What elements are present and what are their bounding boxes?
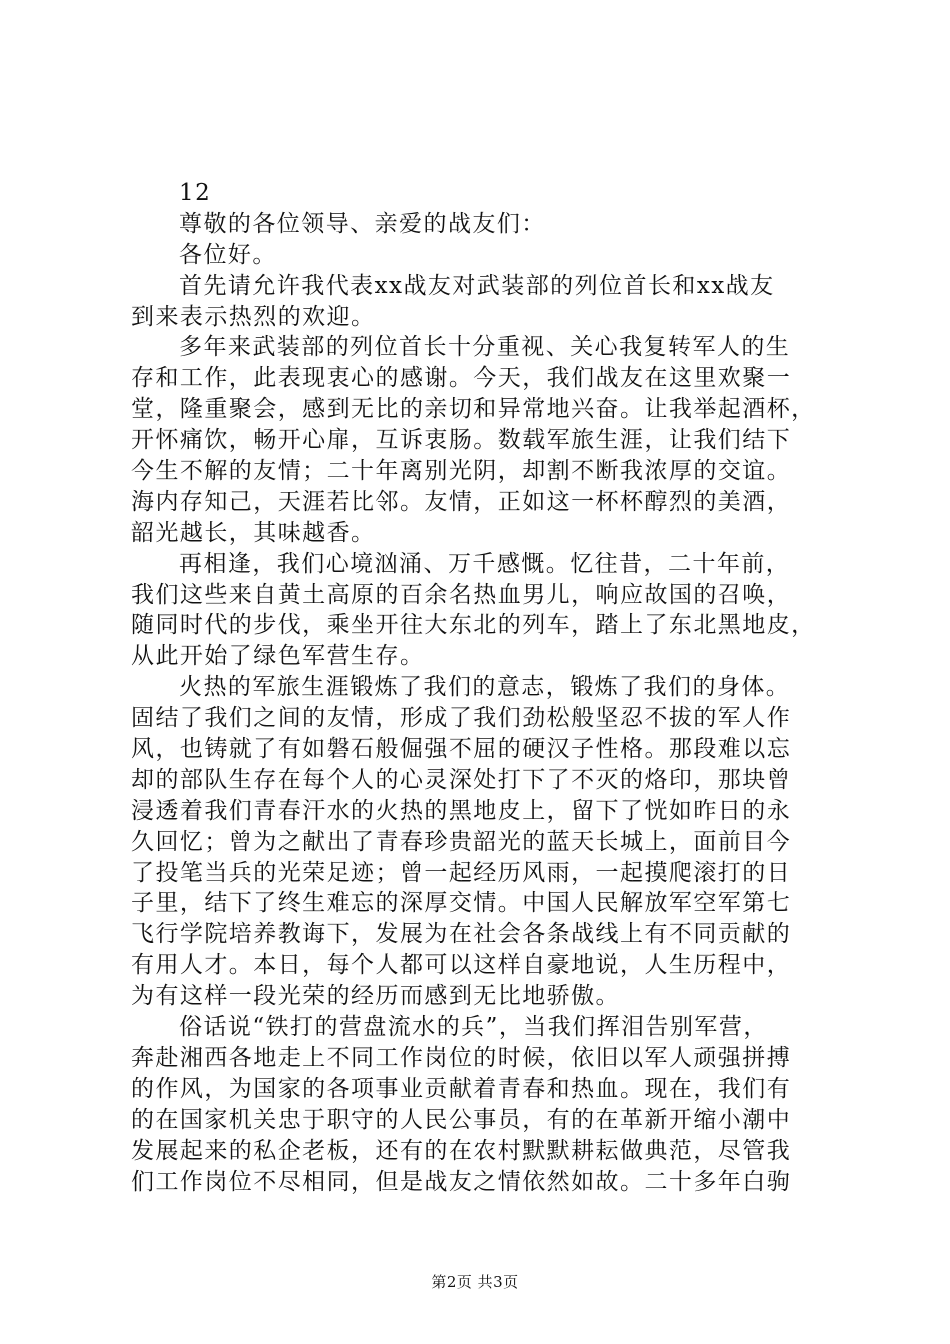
text-line: 多年来武装部的列位首长十分重视、关心我复转军人的生 — [179, 334, 791, 361]
page-number-footer: 第2页 共3页 — [431, 1273, 519, 1291]
text-line: 们工作岗位不尽相同，但是战友之情依然如故。二十多年白驹 — [131, 1168, 792, 1195]
text-line: 发展起来的私企老板，还有的在农村默默耕耘做典范，尽管我 — [131, 1137, 792, 1164]
text-line: 固结了我们之间的友情，形成了我们劲松般坚忍不拔的军人作 — [131, 705, 792, 732]
text-line: 的作风，为国家的各项事业贡献着青春和热血。现在，我们有 — [131, 1075, 792, 1102]
text-line: 各位好。 — [179, 241, 277, 268]
text-line: 久回忆；曾为之献出了青春珍贵韶光的蓝天长城上，面前目今 — [131, 828, 792, 855]
text-line: 我们这些来自黄土高原的百余名热血男儿，响应故国的召唤， — [131, 581, 792, 608]
text-line: 却的部队生存在每个人的心灵深处打下了不灭的烙印，那块曾 — [131, 766, 792, 793]
text-line: 海内存知己，天涯若比邻。友情，正如这一杯杯醇烈的美酒， — [131, 488, 792, 515]
text-line: 从此开始了绿色军营生存。 — [131, 643, 425, 670]
document-body — [131, 178, 831, 1197]
text-line: 奔赴湘西各地走上不同工作岗位的时候，依旧以军人顽强拼搏 — [131, 1044, 792, 1071]
text-line: 韶光越长，其味越香。 — [131, 519, 376, 546]
text-line: 今生不解的友情；二十年离别光阴，却割不断我浓厚的交谊。 — [131, 458, 792, 485]
text-line: 有用人才。本日，每个人都可以这样自豪地说，人生历程中， — [131, 952, 792, 979]
text-line: 随同时代的步伐，乘坐开往大东北的列车，踏上了东北黑地皮， — [131, 612, 816, 639]
text-line: 浸透着我们青春汗水的火热的黑地皮上，留下了恍如昨日的永 — [131, 797, 792, 824]
text-line: 存和工作，此表现衷心的感谢。今天，我们战友在这里欢聚一 — [131, 365, 792, 392]
text-line: 再相逢，我们心境汹涌、万千感慨。忆往昔，二十年前， — [179, 550, 791, 577]
text-line: 的在国家机关忠于职守的人民公事员，有的在革新开缩小潮中 — [131, 1106, 792, 1133]
text-line: 子里，结下了终生难忘的深厚交情。中国人民解放军空军第七 — [131, 890, 792, 917]
text-line: 开怀痛饮，畅开心扉，互诉衷肠。数载军旅生涯，让我们结下 — [131, 427, 792, 454]
text-line: 为有这样一段光荣的经历而感到无比地骄傲。 — [131, 983, 620, 1010]
text-line: 风，也铸就了有如磐石般倔强不屈的硬汉子性格。那段难以忘 — [131, 736, 792, 763]
text-line: 堂，隆重聚会，感到无比的亲切和异常地兴奋。让我举起酒杯， — [131, 396, 816, 423]
text-line: 俗话说“铁打的营盘流水的兵”，当我们挥泪告别军营， — [179, 1014, 768, 1041]
text-line: 尊敬的各位领导、亲爱的战友们： — [179, 210, 546, 237]
text-line: 12 — [179, 180, 212, 206]
text-line: 了投笔当兵的光荣足迹；曾一起经历风雨，一起摸爬滚打的日 — [131, 859, 792, 886]
text-line: 首先请允许我代表xx战友对武装部的列位首长和xx战友 — [179, 272, 775, 299]
text-line: 火热的军旅生涯锻炼了我们的意志，锻炼了我们的身体。 — [179, 674, 791, 701]
text-line: 飞行学院培养教诲下，发展为在社会各条战线上有不同贡献的 — [131, 921, 792, 948]
text-line: 到来表示热烈的欢迎。 — [131, 303, 376, 330]
